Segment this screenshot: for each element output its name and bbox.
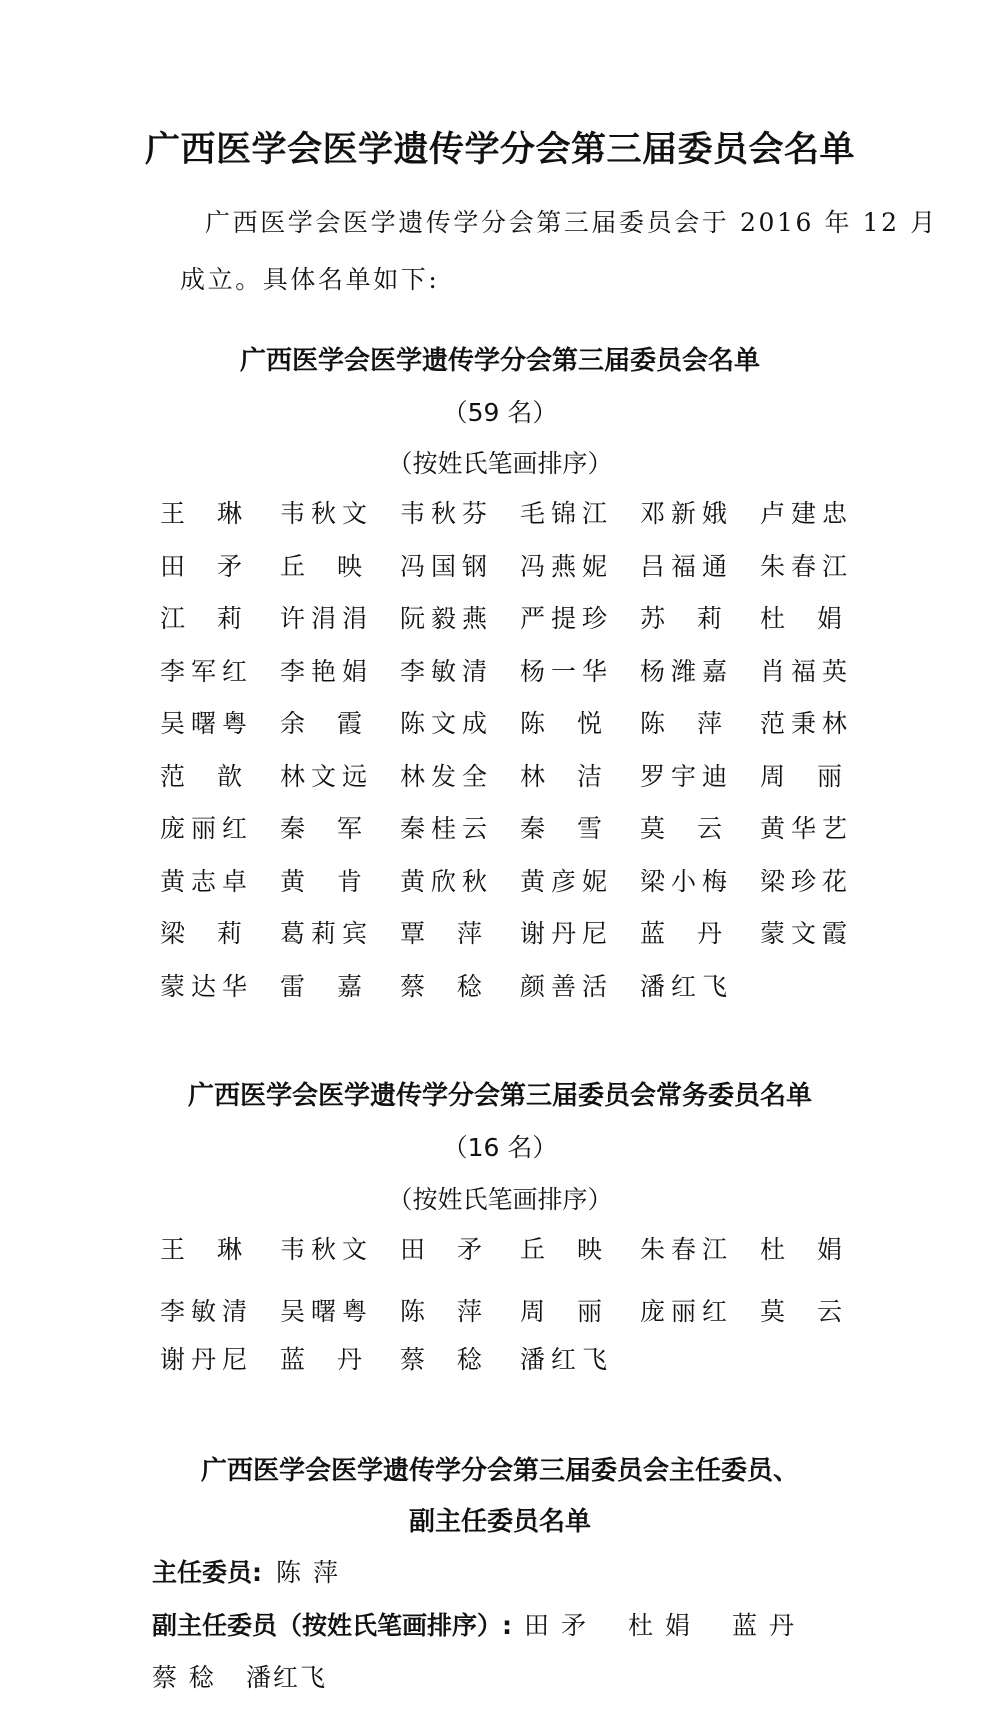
vice-chair-name: 蔡稔 [152, 1663, 227, 1692]
member-name: 梁莉 [160, 919, 275, 948]
member-name: 毛锦江 [520, 499, 614, 528]
member-name: 梁小梅 [640, 866, 734, 896]
member-name: 丘映 [280, 551, 395, 581]
member-name: 吕福通 [640, 551, 734, 581]
member-name: 黄肯 [280, 866, 395, 896]
member-name: 田矛 [400, 1235, 515, 1264]
member-name: 严提珍 [520, 604, 614, 633]
member-name: 蓝丹 [280, 1345, 395, 1374]
member-name: 黄欣秋 [400, 866, 494, 896]
member-name: 罗宇迪 [640, 761, 734, 791]
chair-label: 主任委员: [152, 1558, 262, 1587]
member-name: 雷嘉 [280, 971, 395, 1001]
member-name: 肖福英 [760, 656, 854, 686]
vice-chair-name: 田矛 [524, 1611, 599, 1640]
member-name: 李艳娟 [280, 656, 374, 686]
intro-text-line1: 广西医学会医学遗传学分会第三届委员会于 2016 年 12 月 [205, 208, 938, 237]
vice-chair-name: 杜娟 [628, 1611, 703, 1640]
member-name: 覃萍 [400, 919, 515, 948]
member-name: 梁珍花 [760, 866, 854, 896]
section3-title-line2: 副主任委员名单 [408, 1507, 591, 1537]
member-name: 陈悦 [520, 709, 635, 738]
member-name: 蒙达华 [160, 971, 254, 1001]
member-name: 王琳 [160, 1235, 275, 1264]
section3-title-line1: 广西医学会医学遗传学分会第三届委员会主任委员、 [200, 1456, 799, 1486]
section2-name-grid [160, 1232, 880, 1392]
chair-line [152, 1553, 350, 1589]
member-name: 李军红 [160, 656, 254, 686]
member-name: 莫云 [760, 1297, 875, 1326]
member-name: 朱春江 [640, 1235, 734, 1264]
member-name: 王琳 [160, 499, 275, 528]
member-name: 蔡稔 [400, 971, 515, 1001]
member-name: 许涓涓 [280, 604, 374, 633]
member-name: 韦秋芬 [400, 499, 494, 528]
member-name: 陈萍 [640, 709, 755, 738]
vice-chair-name: 潘红飞 [246, 1663, 328, 1692]
member-name: 李敏清 [400, 656, 494, 686]
section1-count: （59 名） [442, 398, 558, 427]
member-name: 颜善活 [520, 971, 614, 1001]
intro-text-line2: 成立。具体名单如下: [180, 265, 440, 294]
member-name: 庞丽红 [160, 814, 254, 843]
member-name: 周丽 [520, 1297, 635, 1326]
member-name: 冯燕妮 [520, 551, 614, 581]
vice-chair-line [152, 1606, 806, 1642]
member-name: 邓新娥 [640, 499, 734, 528]
member-name: 秦雪 [520, 814, 635, 843]
member-name: 黄华艺 [760, 814, 854, 843]
member-name: 秦军 [280, 814, 395, 843]
document-title: 广西医学会医学遗传学分会第三届委员会名单 [144, 130, 855, 170]
chair-name: 陈萍 [276, 1558, 351, 1587]
member-name: 林洁 [520, 761, 635, 791]
member-name: 谢丹尼 [520, 919, 614, 948]
member-name: 杜娟 [760, 1235, 875, 1264]
member-name: 阮毅燕 [400, 604, 494, 633]
member-name: 冯国钢 [400, 551, 494, 581]
section2-title: 广西医学会医学遗传学分会第三届委员会常务委员名单 [187, 1081, 812, 1111]
member-name: 庞丽红 [640, 1297, 734, 1326]
vice-chair-label: 副主任委员（按姓氏笔画排序）: [152, 1611, 512, 1640]
member-name: 李敏清 [160, 1297, 254, 1326]
member-name: 潘红飞 [640, 971, 734, 1001]
vice-chair-line-2 [152, 1658, 327, 1694]
member-name: 黄志卓 [160, 866, 254, 896]
member-name: 田矛 [160, 551, 275, 581]
section1-order-note: （按姓氏笔画排序） [387, 449, 613, 478]
member-name: 余霞 [280, 709, 395, 738]
member-name: 韦秋文 [280, 1235, 374, 1264]
member-name: 林文远 [280, 761, 374, 791]
member-name: 吴曙粤 [280, 1297, 374, 1326]
member-name: 朱春江 [760, 551, 854, 581]
member-name: 范秉林 [760, 709, 854, 738]
member-name: 蒙文霞 [760, 919, 854, 948]
section2-order-note: （按姓氏笔画排序） [387, 1185, 613, 1214]
member-name: 蔡稔 [400, 1345, 515, 1374]
member-name: 莫云 [640, 814, 755, 843]
member-name: 林发全 [400, 761, 494, 791]
member-name: 杨一华 [520, 656, 614, 686]
member-name: 卢建忠 [760, 499, 854, 528]
member-name: 谢丹尼 [160, 1345, 254, 1374]
member-name: 周丽 [760, 761, 875, 791]
member-name: 杨潍嘉 [640, 656, 734, 686]
member-name: 黄彦妮 [520, 866, 614, 896]
member-name: 江莉 [160, 604, 275, 633]
member-name: 潘红飞 [520, 1345, 614, 1374]
member-name: 杜娟 [760, 604, 875, 633]
member-name: 葛莉宾 [280, 919, 374, 948]
member-name: 苏莉 [640, 604, 755, 633]
member-name: 韦秋文 [280, 499, 374, 528]
member-name: 蓝丹 [640, 919, 755, 948]
member-name: 陈萍 [400, 1297, 515, 1326]
section2-count: （16 名） [442, 1133, 558, 1162]
member-name: 范歆 [160, 761, 275, 791]
section1-title: 广西医学会医学遗传学分会第三届委员会名单 [239, 346, 760, 376]
member-name: 陈文成 [400, 709, 494, 738]
member-name: 丘映 [520, 1235, 635, 1264]
vice-chair-name: 蓝丹 [732, 1611, 807, 1640]
member-name: 秦桂云 [400, 814, 494, 843]
section1-name-grid [160, 496, 880, 1021]
member-name: 吴曙粤 [160, 709, 254, 738]
